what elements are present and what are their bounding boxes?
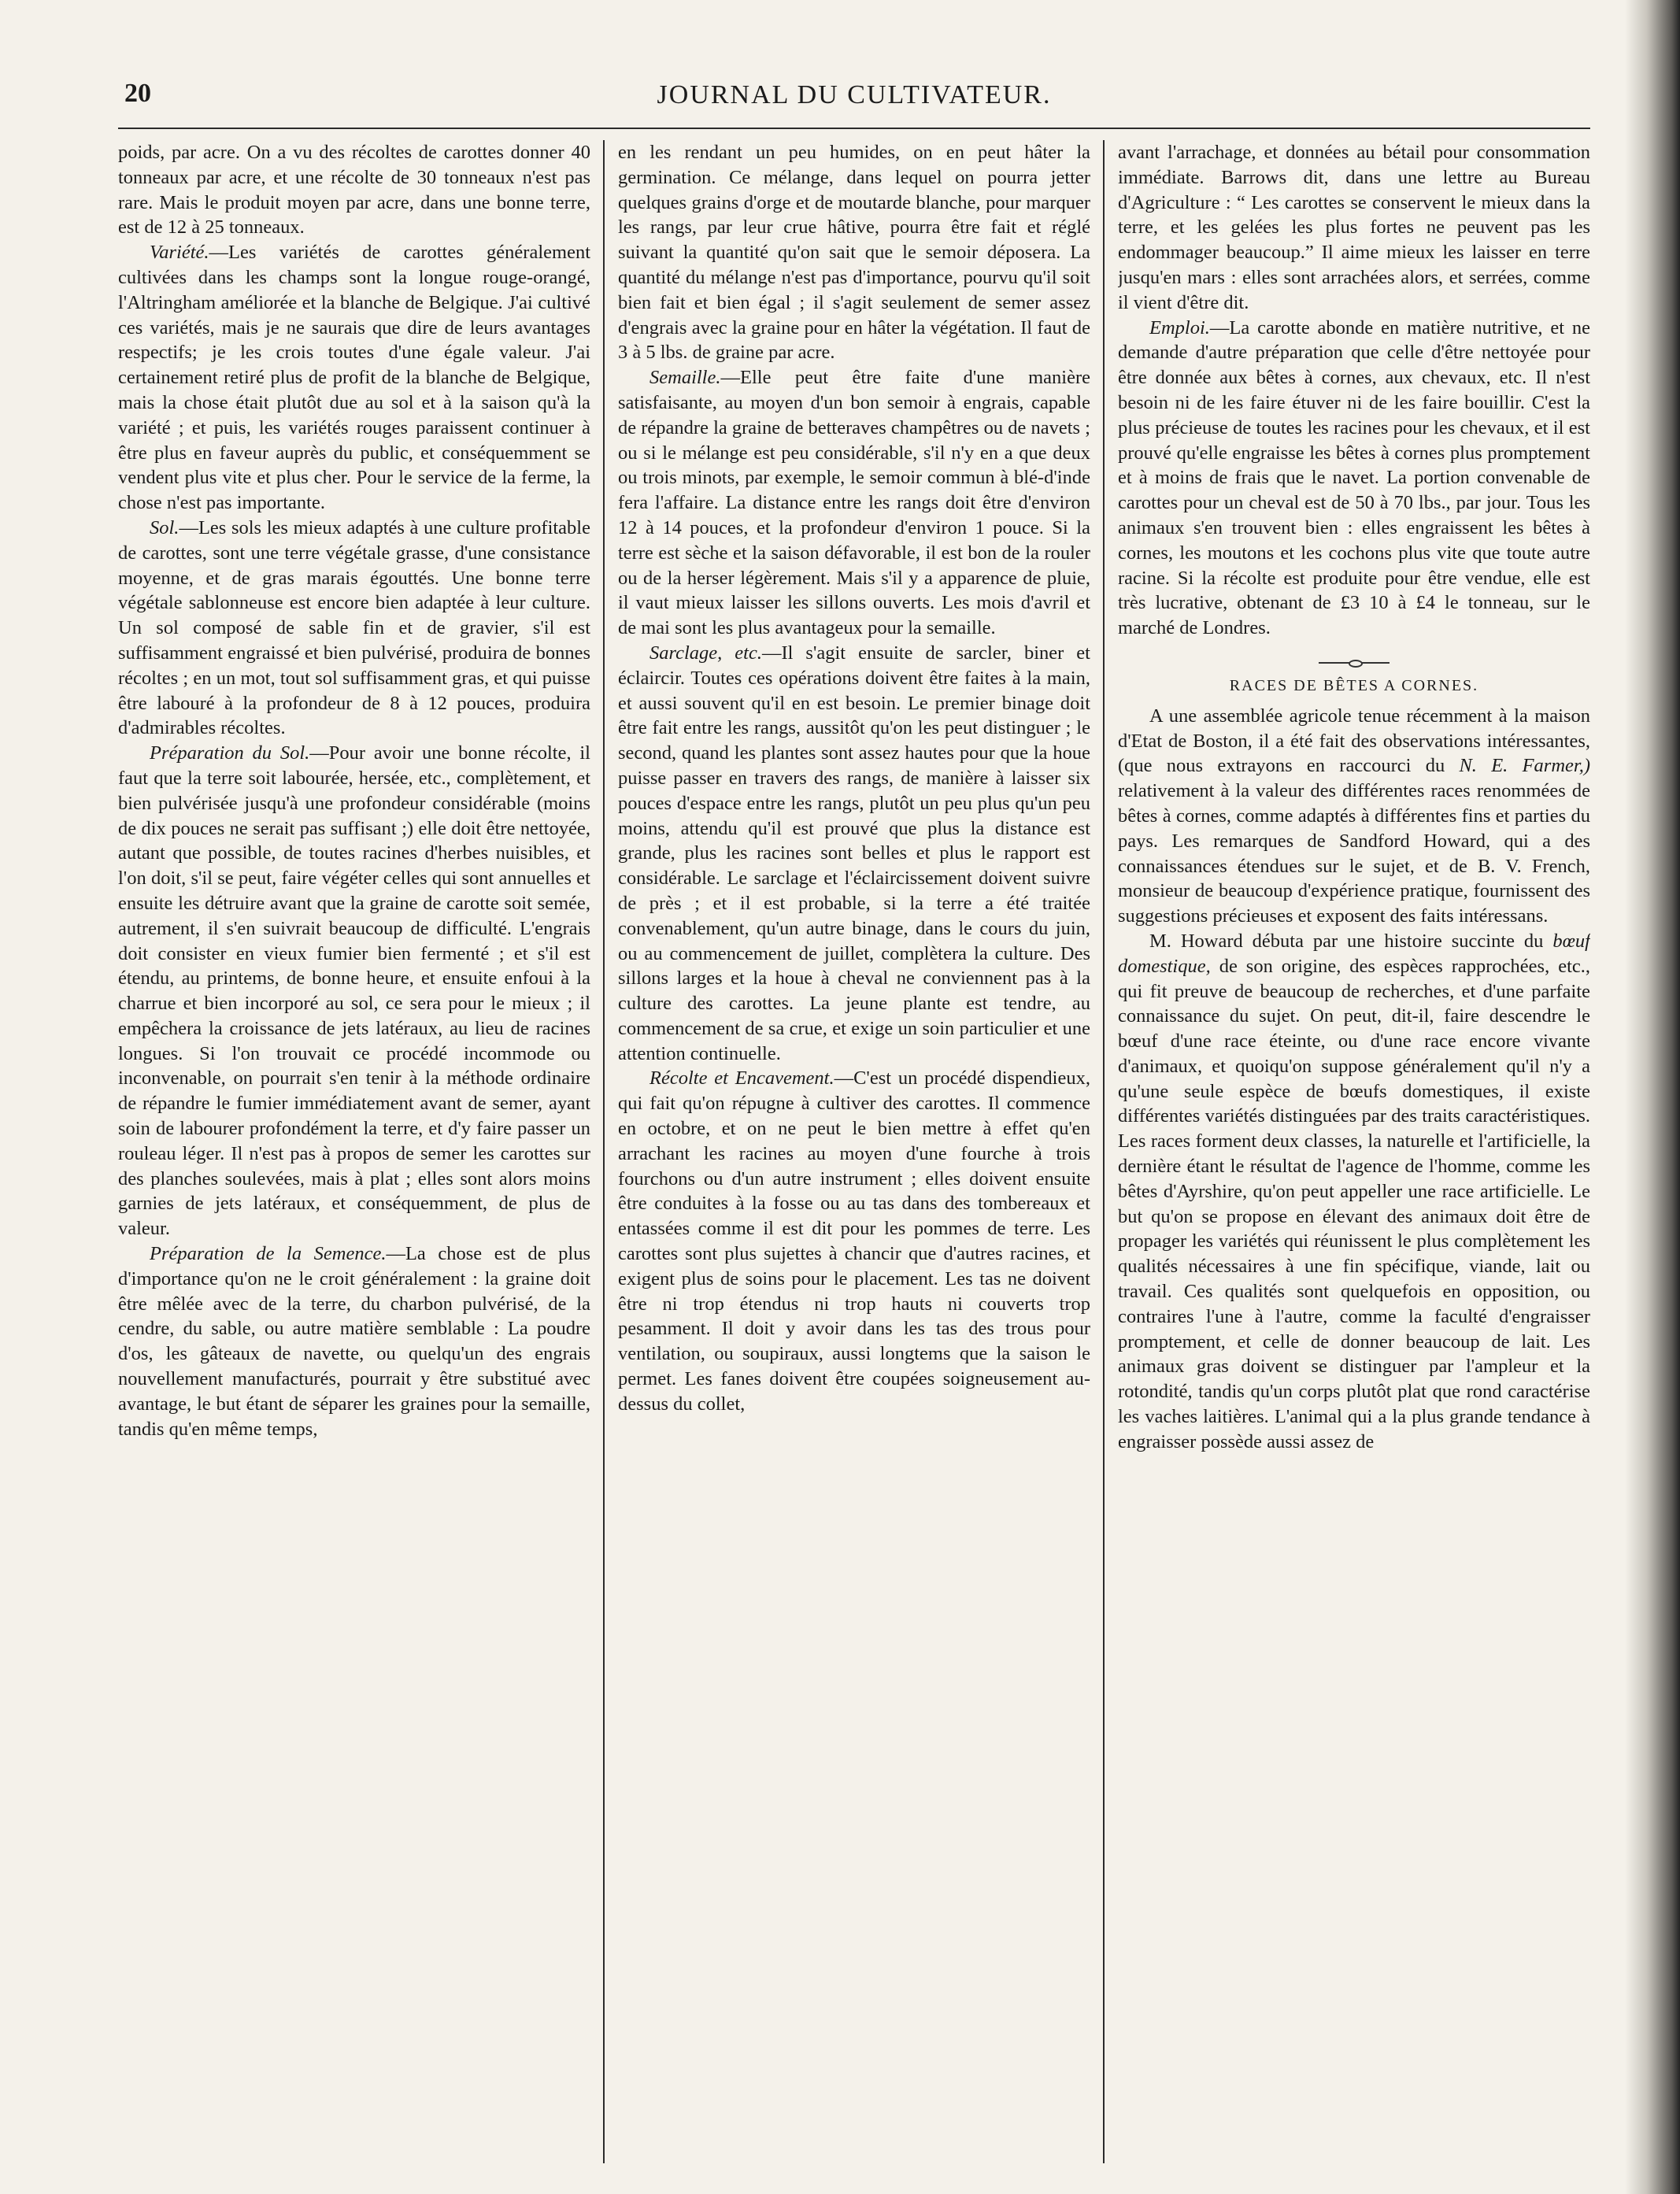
paragraph-text: Les variétés de carottes généralement cultivées dans les champs sont la longue rouge-orangé, l'Altringham améliorée et la blanche de Belgique. J'ai cultivé ces variétés, mais je ne saurais que dire de leurs avantages respectifs; je les crois toutes d'une égale valeur. J'ai certainement retiré plus de profit de la blanche de Belgique, mais la chose était plutôt due au sol et à la saison qu'à la variété ; et puis, les variétés rouges paraissent continuer à être plus en faveur auprès du public, et conséquemment se vendent plus vite et plus cher. Pour le service de la ferme, la chose n'est pas importante. <box>118 242 590 514</box>
dash: — <box>834 1067 854 1090</box>
subhead: Préparation du Sol. <box>150 742 310 764</box>
columns <box>118 140 1590 2163</box>
dash: — <box>1209 316 1230 339</box>
ornamental-separator <box>1319 658 1390 668</box>
paragraph <box>118 240 590 516</box>
paragraph: avant l'arrachage, et données au bétail pour consommation immédiate. Barrows dit, dans une lettre au Bureau d'Agriculture : “ Les carottes se conservent le mieux dans la terre, et les gelées les plus fortes ne peuvent pas les endommager beaucoup.” Il aime mieux les laisser en terre jusqu'en mars : elles sont arrachées alors, et serrées, comme il vient d'être dit. <box>1118 142 1590 313</box>
subhead: Variété. <box>150 242 209 264</box>
subhead: Préparation de la Semence. <box>150 1243 387 1265</box>
paragraph: en les rendant un peu humides, on en peut hâter la germination. Ce mélange, dans lequel on pourra jetter quelques grains d'orge et de moutarde blanche, pour marquer les rangs, par leur crue hâtive, pourra être fait et réglé suivant la quantité qu'on sait que le semoir déposera. La quantité du mélange n'est pas d'importance, pourvu qu'il soit bien fait et bien égal ; il s'agit seulement de semer assez d'engrais avec la graine pour en hâter la végétation. Il faut de 3 à 5 lbs. de graine par acre. <box>618 142 1090 364</box>
column-1 <box>118 140 590 2163</box>
paragraph-text: La chose est de plus d'importance qu'on ne le croit généralement : la graine doit être mêlée avec de la terre, du charbon pulvérisé, de la cendre, du sable, ou autre matière semblable : La poudre d'os, les gâteaux de navette, ou quelqu'un des engrais nouvellement manufacturés, pourrait y être substitué avec avantage, le but étant de séparer les graines pour la semaille, tandis qu'en même temps, <box>118 1243 590 1440</box>
paragraph-text: relativement à la valeur des différentes races renommées de bêtes à cornes, comme adaptés à différentes fins et parties du pays. Les remarques de Sandford Howard, qui a des connaissances étendues sur le sujet, et de B. V. French, monsieur de beaucoup d'expérience pratique, fournissent des suggestions précieuses et exposent des faits intéressans. <box>1118 780 1590 927</box>
paragraph-text: Pour avoir une bonne récolte, il faut que la terre soit labourée, hersée, etc., complètement, et bien pulvérisée jusqu'à une profondeur considérable (moins de dix pouces ne serait pas suffisant ;) elle doit être nettoyée, autant que possible, de toutes racines d'herbes nuisibles, et l'on doit, s'il se peut, faire végéter celles qui sont annuelles et ensuite les détruire avant que la graine de carotte soit semée, autrement, il s'en suivrait beaucoup de difficulté. L'engrais doit consister en vieux fumier bien fermenté ; et s'il est étendu, au printems, de bonne heure, et ensuite enfoui à la charrue et bien incorporé au sol, ce sera pour le mieux ; il empêchera la croissance de jets latéraux, au lieu de racines longues. Si l'on trouvait ce procédé incommode ou inconvenable, on pourrait s'en tenir à la méthode ordinaire de répandre le fumier immédiatement avant de semer, ayant soin de labourer profondément la terre, et d'y faire passer un rouleau léger. Il n'est pas à propos de semer les carottes sur des planches soulevées, mais à plat ; elles sont alors moins garnies de jets latéraux, et conséquemment, de plus de valeur. <box>118 742 590 1240</box>
column-rule-2 <box>1103 140 1105 2163</box>
newspaper-page <box>118 72 1590 2166</box>
paragraph <box>1118 704 1590 929</box>
dash: — <box>386 1243 405 1265</box>
emphasis: bœuf domestique, <box>1118 930 1590 977</box>
section-title: RACES DE BÊTES A CORNES. <box>1229 676 1479 694</box>
paragraph <box>118 516 590 741</box>
paragraph-text: A une assemblée agricole tenue récemment à la maison d'Etat de Boston, il a été fait des observations intéressantes, (que nous extrayons en raccourci du <box>1118 705 1590 777</box>
column-3 <box>1118 140 1590 2163</box>
paragraph <box>1118 316 1590 641</box>
paragraph-text: Les sols les mieux adaptés à une culture profitable de carottes, sont une terre végétale grasse, d'une consistance moyenne, et de gras marais égouttés. Une bonne terre végétale sablonneuse est encore bien adaptée à leur culture. Un sol composé de sable fin et de gravier, s'il est suffisamment engraissé et bien pulvérisé, produira de bonnes récoltes ; en un mot, tout sol suffisamment gras, et qui puisse être labouré à la profondeur de 8 à 12 pouces, produira d'admirables récoltes. <box>118 516 590 739</box>
paragraph <box>618 1066 1090 1416</box>
source-name: N. E. Farmer,) <box>1459 755 1590 777</box>
subhead: Semaille. <box>649 367 721 389</box>
paragraph <box>618 641 1090 1067</box>
column-rule-1 <box>603 140 605 2163</box>
page-edge-shadow <box>1625 0 1680 2194</box>
dash: — <box>720 367 740 389</box>
paragraph-text: La carotte abonde en matière nutritive, et ne demande d'autre préparation que celle d'être nettoyée pour être donnée aux bêtes à cornes, aux chevaux, etc. Il n'est besoin ni de les faire étuver ni de les faire bouillir. C'est la plus précieuse de toutes les racines pour les chevaux, et il est prouvé qu'elle engraisse les bêtes à cornes plus promptement et à moins de frais que le navet. La portion convenable de carottes pour un cheval est de 50 à 70 lbs., par jour. Tous les animaux s'en trouvent bien : elles engraissent les bêtes à cornes, les moutons et les cochons plus vite que toute autre racine. Si la récolte est produite pour être vendue, elle est très lucrative, obtenant de £3 10 à £4 le tonneau, sur le marché de Londres. <box>1118 316 1590 639</box>
subhead: Sarclage, etc. <box>649 642 762 664</box>
dash: — <box>179 516 198 538</box>
paragraph-text: Il s'agit ensuite de sarcler, biner et éclaircir. Toutes ces opérations doivent être faites à la main, et aussi souvent qu'il en est besoin. Le premier binage doit être fait entre les rangs, aussitôt qu'on les peut distinguer ; le second, quand les plantes sont assez hautes pour que la houe puisse passer en travers des rangs, de manière à laisser six pouces d'espace entre les rangs, plutôt un peu plus qu'un peu moins, attendu qu'il est prouvé que plus la distance est grande, plus les racines sont belles et plus le rapport est considérable. Le sarclage et l'éclaircissement doivent suivre de près ; et il est probable, si la terre a été traitée convenablement, qu'un autre binage, dans le cours du juin, ou au commencement de juillet, complètera la culture. Des sillons larges et la houe à cheval ne conviennent pas à la culture des carottes. La jeune plante est tendre, au commencement de sa crue, et exige un soin particulier et une attention continuelle. <box>618 642 1090 1064</box>
subhead: Sol. <box>150 516 179 538</box>
paragraph-text: de son origine, des espèces rapprochées, etc., qui fit preuve de beaucoup de recherches, et d'une parfaite connaissance du sujet. On peut, dit-il, faire descendre le bœuf d'une race éteinte, ou d'une race encore vivante d'animaux, et quoiqu'on suppose généralement qu'il n'y a qu'une seule espèce de bœufs domestiques, il existe différentes variétés distinguées par des traits caractéristiques. Les races forment deux classes, la naturelle et l'artificielle, la dernière étant le résultat de l'agence de l'homme, comme les bêtes d'Ayrshire, qu'on peut appeller une race artificielle. Le but qu'on se propose en élevant des animaux doit être de propager les variétés qui réunissent le plus complètement les qualités nécessaires à une fin spécifique, viande, lait ou travail. Ces qualités sont quelquefois en opposition, ou contraires l'une à l'autre, comme la faculté d'engraisser promptement, et celle de donner beaucoup de lait. Les animaux gras doivent se distinguer par l'ampleur et la rotondité, tandis qu'un corps plutôt plat que rond caractérise les vaches laitières. L'animal qui a la plus grande tendance à engraisser possède aussi assez de <box>1118 955 1590 1452</box>
page-header <box>118 72 1590 129</box>
column-2 <box>618 140 1090 2163</box>
paragraph <box>618 365 1090 641</box>
paragraph-text: Elle peut être faite d'une manière satisfaisante, au moyen d'un bon semoir à engrais, capable de répandre la graine de betteraves champêtres ou de navets ; ou si le mélange est peu considérable, s'il n'y en a que deux ou trois minots, par exemple, le semoir commun à blé-d'inde fera l'affaire. La distance entre les rangs doit être d'environ 12 à 14 pouces, et la profondeur d'environ 1 pouce. Si la terre est sèche et la saison défavorable, il est bon de la rouler ou de la herser légèrement. Mais s'il y a apparence de pluie, il vaut mieux laisser les sillons ouverts. Les mois d'avril et de mai sont les plus avantageux pour la semaille. <box>618 367 1090 639</box>
dash: — <box>209 242 229 264</box>
paragraph-text: C'est un procédé dispendieux, qui fait qu'on répugne à cultiver des carottes. Il commence en octobre, et on ne peut le bien mettre à effet qu'en arrachant les racines au moyen d'une fourche à trois fourchons ou d'un autre instrument ; elles doivent ensuite être conduites à la fosse ou au tas dans des tombereaux et entassées comme il est dit pour les pommes de terre. Les carottes sont plus sujettes à chancir que d'autres racines, et exigent plus de soins pour le placement. Les tas ne doivent être ni trop étendus ni trop hauts ni couverts trop pesamment. Il doit y avoir dans les tas des trous pour ventilation, ou soupiraux, aussi longtems que la saison le permet. Les fanes doivent être coupées soigneusement au-dessus du collet, <box>618 1067 1090 1415</box>
paragraph-text: M. Howard débuta par une histoire succinte du <box>1149 930 1553 952</box>
paragraph: poids, par acre. On a vu des récoltes de carottes donner 40 tonneaux par acre, et une récolte de 30 tonneaux n'est pas rare. Mais le produit moyen par acre, dans une bonne terre, est de 12 à 25 tonneaux. <box>118 142 590 239</box>
subhead: Récolte et Encavement. <box>649 1067 834 1090</box>
paragraph <box>118 741 590 1241</box>
paragraph <box>1118 929 1590 1455</box>
dash: — <box>309 742 329 764</box>
subhead: Emploi. <box>1149 316 1210 339</box>
page-number: 20 <box>124 79 151 108</box>
journal-title: JOURNAL DU CULTIVATEUR. <box>657 80 1052 109</box>
paragraph <box>118 1241 590 1441</box>
dash: — <box>761 642 782 664</box>
